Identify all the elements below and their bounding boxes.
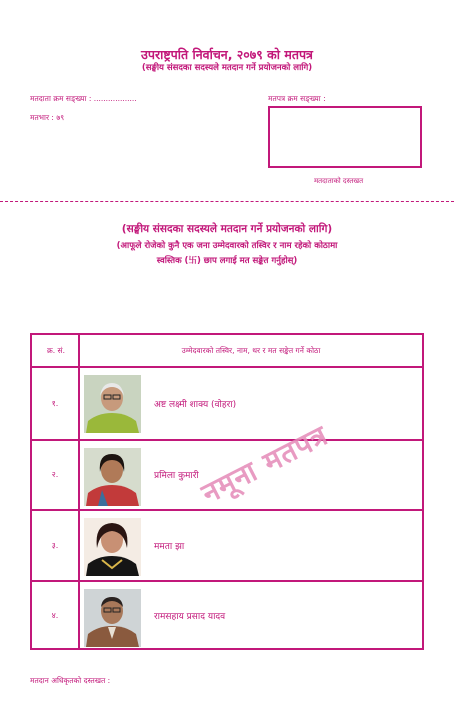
candidate-photo-woman-black-icon [84,518,141,576]
serial-column-header: क्र. सं. [47,345,65,355]
ballot-serial-field: मतपत्र क्रम सङ्ख्या : [268,94,326,103]
vote-weight-field: मतभार : ७९ [30,113,65,122]
candidate-row[interactable] [32,580,422,651]
candidate-photo-elderly-woman-icon [84,375,141,433]
instruction-line-1: (आफूले रोजेको कुनै एक जना उम्मेदवारको तस्विर र नाम रहेको कोठामा [116,241,338,251]
instruction-heading: (सङ्घीय संसदका सदस्यले मतदान गर्ने प्रयोजनको लागि) [121,223,333,235]
candidate-serial: ३. [51,540,59,550]
sample-ballot-stamp: नमूना मतपत्र [196,418,334,511]
candidate-serial: १. [51,398,59,408]
candidate-photo-man-jacket-icon [84,589,141,647]
candidate-row[interactable] [32,368,422,439]
candidate-serial: २. [51,470,59,480]
instruction-line-2: स्वस्तिक (卐) छाप लगाई मत सङ्केत गर्नुहोस्) [156,256,298,266]
candidate-name: अष्ट लक्ष्मी शाक्य (वोहरा) [154,399,237,410]
candidate-name: प्रमिला कुमारी [154,471,199,482]
officer-signature-label: मतदान अधिकृतको दस्तखत : [30,676,111,685]
tear-line-divider [0,201,454,202]
voter-serial-field: मतदाता क्रम सङ्ख्या : .................. [30,94,137,103]
voter-signature-label: मतदाताको दस्तखत [314,177,364,185]
candidate-column-header: उम्मेदवारको तस्विर, नाम, थर र मत सङ्केत गर्ने कोठा [181,345,321,355]
voter-signature-box[interactable] [268,106,422,168]
ballot-title: उपराष्ट्रपति निर्वाचन, २०७९ को मतपत्र [141,47,313,62]
candidate-row[interactable] [32,509,422,580]
candidate-name: रामसहाय प्रसाद यादव [154,612,226,623]
ballot-table-header [32,335,422,368]
candidate-name: ममता झा [154,541,185,552]
candidate-photo-woman-red-saree-icon [84,448,141,506]
ballot-subtitle: (सङ्घीय संसदका सदस्यले मतदान गर्ने प्रयोजनको लागि) [141,63,313,73]
candidate-serial: ४. [51,611,59,621]
